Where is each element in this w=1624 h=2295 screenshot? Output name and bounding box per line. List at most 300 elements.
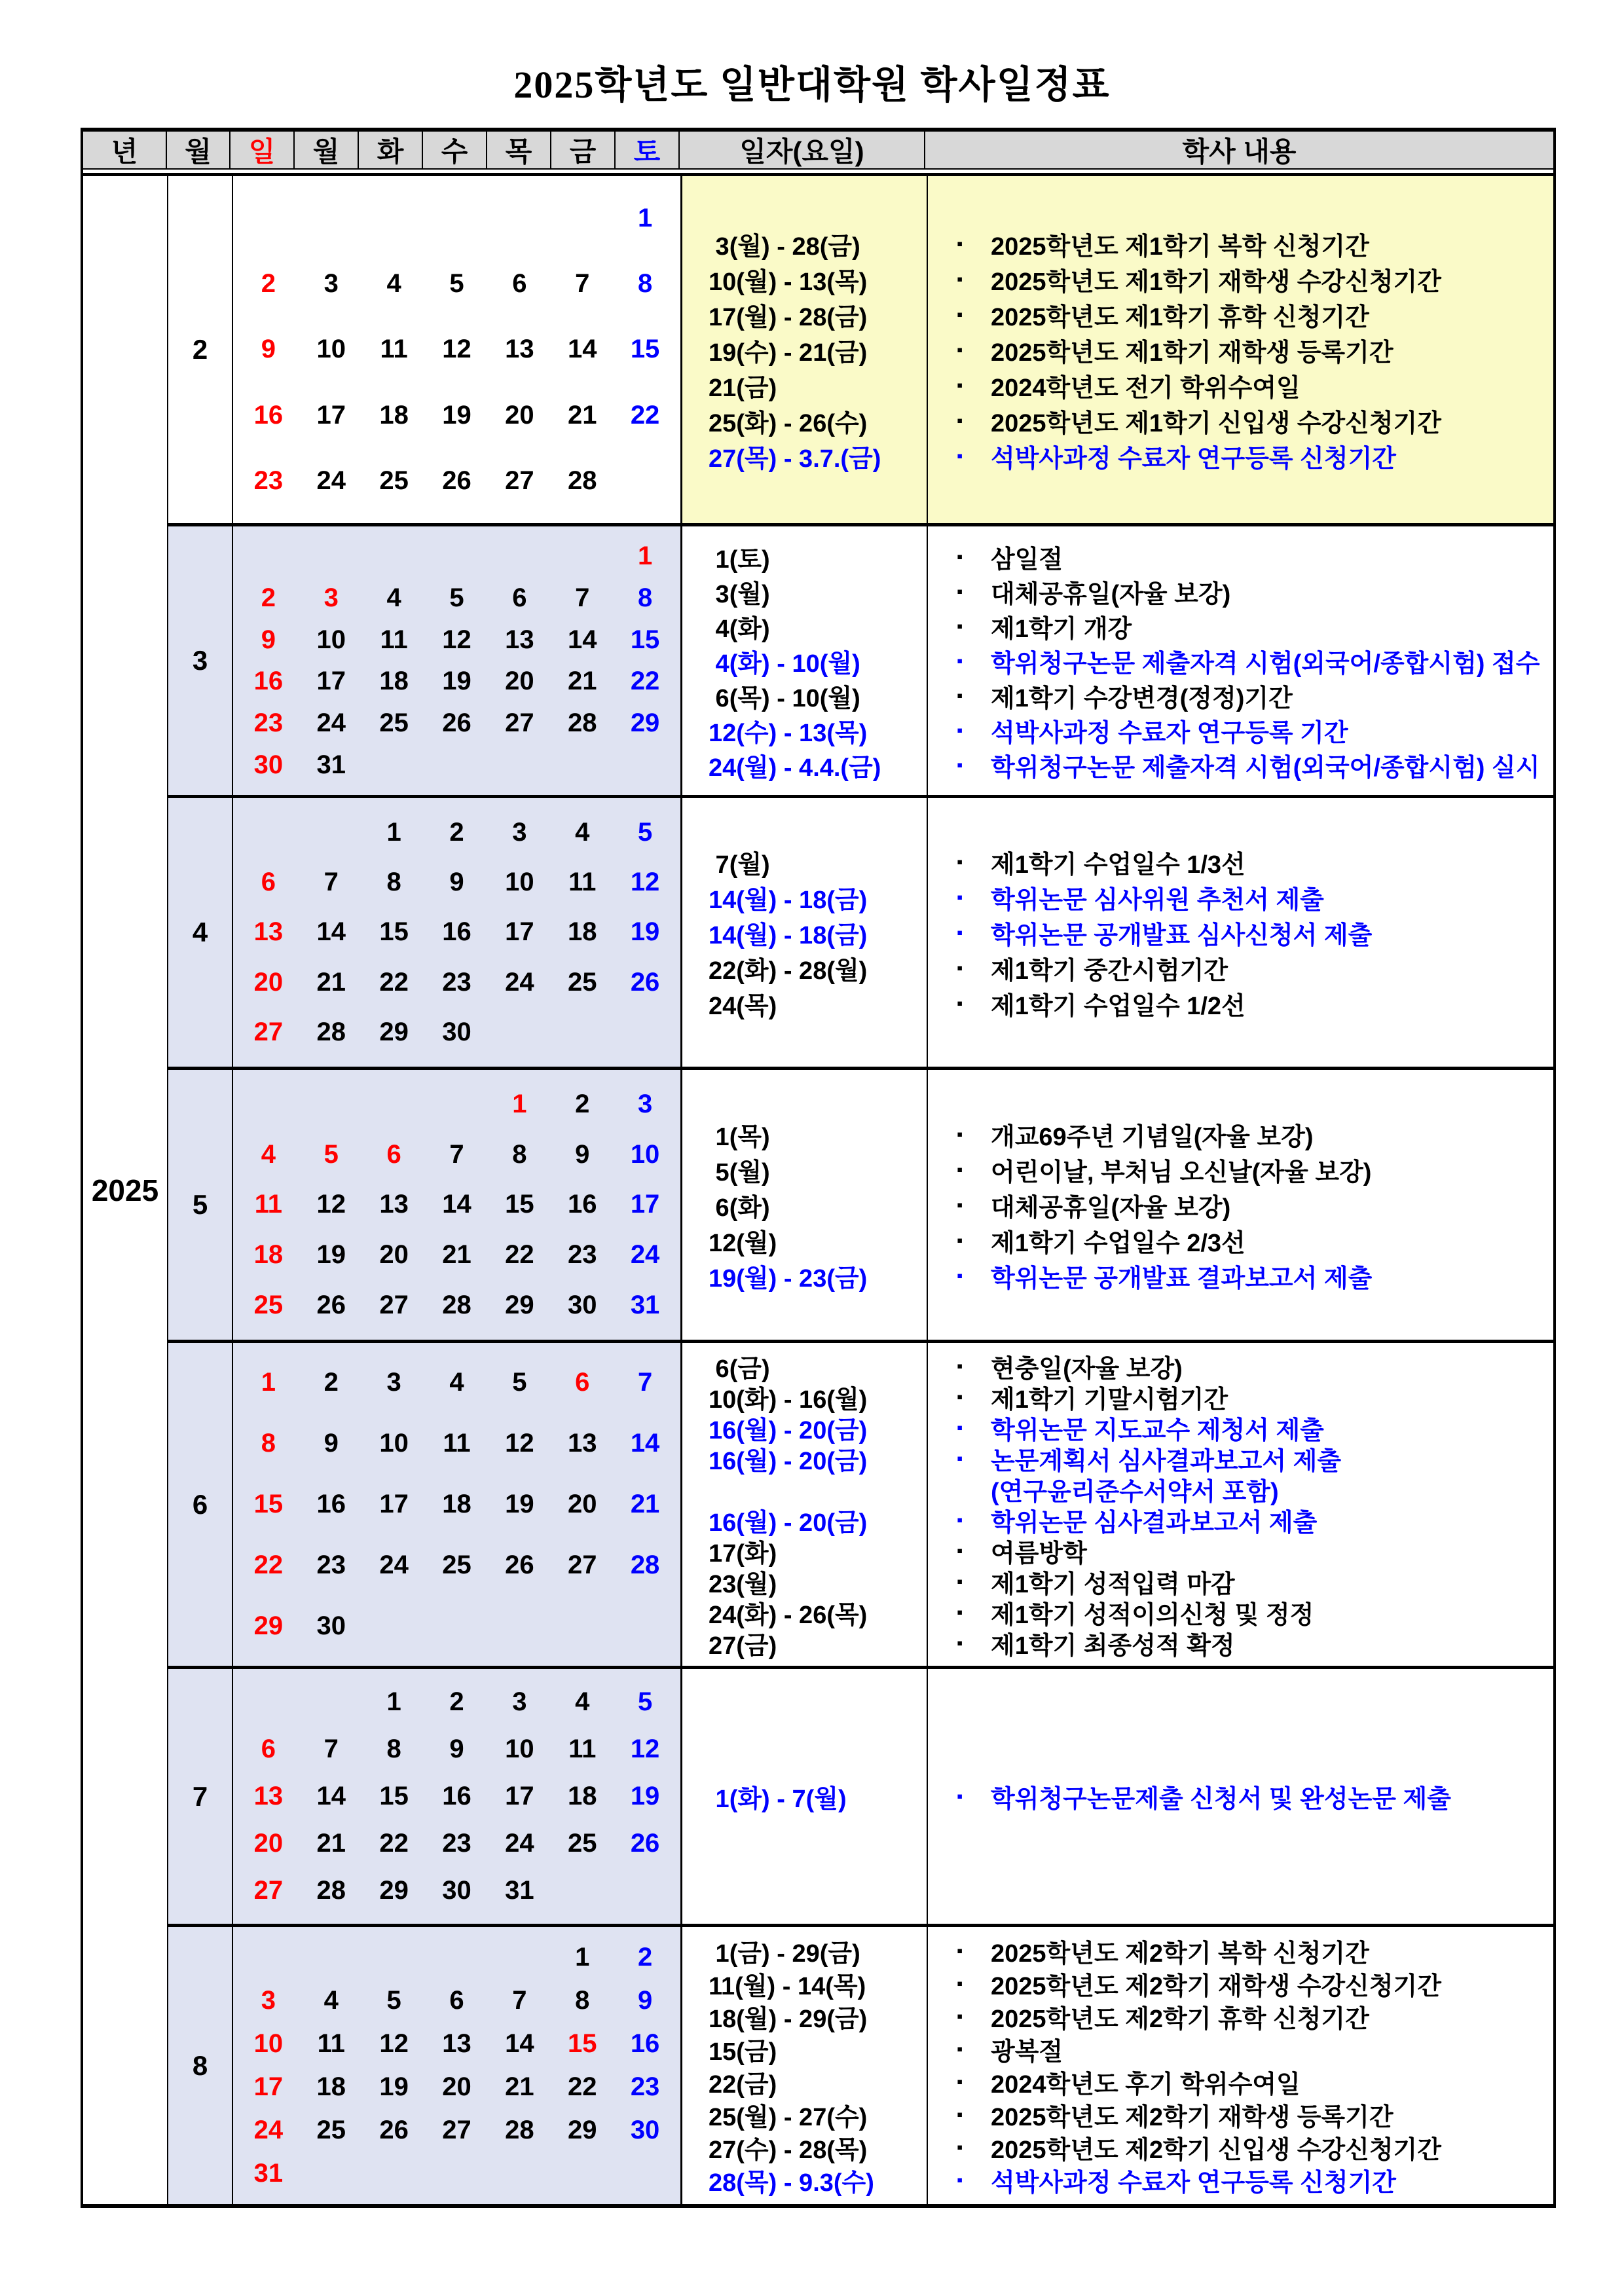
day-number: 6 xyxy=(575,1368,590,1397)
month-section-5 xyxy=(168,1067,1553,1340)
day-number: 27 xyxy=(505,708,534,737)
event-text: 2025학년도 제1학기 휴학 신청기간 xyxy=(991,303,1369,331)
day-number: 23 xyxy=(442,1829,471,1858)
event-line xyxy=(957,2099,1553,2131)
day-number: 3 xyxy=(386,1368,401,1397)
event-line xyxy=(957,1597,1553,1628)
month-label: 7 xyxy=(168,1669,233,1924)
day-number: 27 xyxy=(253,1018,284,1047)
day-number: 18 xyxy=(567,917,597,947)
header-separator xyxy=(83,170,1553,176)
event-line xyxy=(957,1222,1553,1258)
date-range: 1(목) xyxy=(709,1123,770,1151)
day-number: 21 xyxy=(567,400,597,430)
day-number: 30 xyxy=(253,750,284,779)
day-number: 18 xyxy=(442,1490,471,1518)
event-text: 제1학기 성적입력 마감 xyxy=(991,1570,1235,1598)
day-number: 10 xyxy=(505,868,534,897)
event-text: 학위논문 심사위원 추천서 제출 xyxy=(991,886,1324,914)
day-number: 20 xyxy=(505,400,534,430)
day-number: 24 xyxy=(316,466,346,496)
date-range: 6(금) xyxy=(709,1355,770,1383)
day-number: 30 xyxy=(567,1291,597,1320)
event-line xyxy=(957,1152,1553,1187)
bullet-icon: ▪ xyxy=(957,1448,963,1468)
event-line xyxy=(957,1968,1553,2000)
day-number: 10 xyxy=(316,625,346,654)
day-number: 19 xyxy=(442,667,471,696)
day-number: 11 xyxy=(317,2029,345,2059)
day-number: 29 xyxy=(379,1876,409,1905)
day-number: 12 xyxy=(442,335,471,364)
day-number: 25 xyxy=(379,708,409,737)
day-number: 4 xyxy=(386,583,401,612)
event-text: 학위논문 공개발표 심사신청서 제출 xyxy=(991,921,1373,949)
day-number: 15 xyxy=(505,1190,534,1219)
event-line xyxy=(957,1258,1553,1293)
event-text: 학위청구논문제출 신청서 및 완성논문 제출 xyxy=(991,1786,1451,1813)
bullet-icon: ▪ xyxy=(957,1194,963,1215)
event-line xyxy=(957,985,1553,1021)
event-line xyxy=(957,1351,1553,1382)
day-number: 30 xyxy=(442,1876,471,1905)
calendar-grid xyxy=(233,1669,682,1924)
day-number: 5 xyxy=(637,817,653,847)
day-number: 4 xyxy=(261,1139,276,1169)
event-text: 제1학기 기말시험기간 xyxy=(991,1386,1228,1414)
month-section-8 xyxy=(168,1924,1553,2204)
day-number: 29 xyxy=(505,1291,534,1320)
day-number: 10 xyxy=(505,1734,534,1763)
date-range: 15(금) xyxy=(709,2038,777,2066)
day-number: 23 xyxy=(316,1551,346,1579)
event-line xyxy=(957,1566,1553,1597)
day-number: 23 xyxy=(253,708,284,737)
day-number: 8 xyxy=(637,583,653,612)
day-number: 28 xyxy=(567,466,597,496)
day-number: 7 xyxy=(637,1368,653,1397)
day-number: 14 xyxy=(630,1429,660,1458)
event-text: 2025학년도 제1학기 복학 신청기간 xyxy=(991,232,1369,261)
header-year: 년 xyxy=(83,132,167,168)
bullet-icon: ▪ xyxy=(957,1941,963,1960)
event-text: 2025학년도 제2학기 재학생 등록기간 xyxy=(991,2104,1393,2131)
date-range: 18(월) - 29(금) xyxy=(709,2006,868,2033)
day-number: 3 xyxy=(323,583,339,612)
date-range: 16(월) - 20(금) xyxy=(709,1509,868,1537)
event-line xyxy=(957,1779,1553,1814)
day-number: 24 xyxy=(505,967,534,997)
day-number: 10 xyxy=(630,1139,660,1169)
day-number: 18 xyxy=(379,667,409,696)
date-range xyxy=(709,1474,927,1505)
date-range: 16(월) - 20(금) xyxy=(709,1416,868,1444)
header-thursday: 목 xyxy=(487,132,551,168)
table-header xyxy=(83,128,1553,170)
day-number: 17 xyxy=(316,667,346,696)
bullet-icon: ▪ xyxy=(957,2170,963,2190)
day-number: 9 xyxy=(261,625,276,654)
day-number: 27 xyxy=(505,466,534,496)
day-number: 31 xyxy=(316,750,346,779)
month-label: 4 xyxy=(168,798,233,1067)
event-line xyxy=(957,1628,1553,1659)
event-text: 2024학년도 전기 학위수여일 xyxy=(991,374,1301,402)
day-number: 6 xyxy=(261,868,276,897)
day-number: 19 xyxy=(442,400,471,430)
day-number: 19 xyxy=(630,917,660,947)
day-number: 18 xyxy=(379,400,409,430)
event-text: 어린이날, 부처님 오신날(자율 보강) xyxy=(991,1158,1372,1186)
event-text: 논문계획서 심사결과보고서 제출 xyxy=(991,1447,1342,1475)
day-number: 28 xyxy=(567,708,597,737)
bullet-icon: ▪ xyxy=(957,922,963,942)
day-number: 22 xyxy=(630,400,660,430)
date-range: 1(토) xyxy=(709,545,770,574)
bullet-icon: ▪ xyxy=(957,304,963,324)
day-number: 17 xyxy=(505,917,534,947)
day-number: 3 xyxy=(323,269,339,299)
event-line xyxy=(957,540,1553,574)
event-text: 광복절 xyxy=(991,2038,1063,2066)
bullet-icon: ▪ xyxy=(957,685,963,705)
bullet-icon: ▪ xyxy=(957,1417,963,1437)
date-range: 27(목) - 3.7.(금) xyxy=(709,445,881,473)
bullet-icon: ▪ xyxy=(957,268,963,289)
day-number: 14 xyxy=(505,2029,534,2059)
event-line xyxy=(957,438,1553,473)
content-column xyxy=(928,798,1553,1067)
event-text: 대체공휴일(자율 보강) xyxy=(991,1194,1231,1222)
bullet-icon: ▪ xyxy=(957,1786,963,1806)
event-text: 제1학기 중간시험기간 xyxy=(991,957,1228,985)
event-text: 삼일절 xyxy=(991,545,1063,574)
day-number: 12 xyxy=(630,868,660,897)
event-text: 2025학년도 제2학기 복학 신청기간 xyxy=(991,1940,1369,1968)
day-number: 25 xyxy=(567,1829,597,1858)
day-number: 11 xyxy=(380,625,408,654)
day-number: 26 xyxy=(630,1829,660,1858)
date-range: 21(금) xyxy=(709,374,777,402)
event-text: 2024학년도 후기 학위수여일 xyxy=(991,2071,1301,2099)
day-number: 10 xyxy=(253,2029,284,2059)
header-saturday: 토 xyxy=(616,132,680,168)
day-number: 8 xyxy=(637,269,653,299)
day-number: 17 xyxy=(505,1781,534,1810)
event-line xyxy=(957,1187,1553,1222)
day-number: 16 xyxy=(567,1190,597,1219)
bullet-icon: ▪ xyxy=(957,1974,963,1993)
header-date-col: 일자(요일) xyxy=(680,132,925,168)
day-number: 15 xyxy=(379,917,409,947)
day-number: 19 xyxy=(379,2072,409,2101)
day-number: 29 xyxy=(379,1018,409,1047)
event-line xyxy=(957,367,1553,403)
event-text: 석박사과정 수료자 연구등록 기간 xyxy=(991,719,1348,747)
date-range: 1(화) - 7(월) xyxy=(709,1786,847,1813)
day-number: 12 xyxy=(316,1190,346,1219)
day-number: 7 xyxy=(575,583,590,612)
event-line xyxy=(957,1412,1553,1443)
calendar-grid xyxy=(233,1070,682,1340)
date-column xyxy=(682,526,928,795)
event-text: 석박사과정 수료자 연구등록 신청기간 xyxy=(991,445,1397,473)
month-section-3 xyxy=(168,523,1553,795)
date-range: 10(화) - 16(월) xyxy=(709,1386,868,1414)
header-wednesday: 수 xyxy=(423,132,487,168)
bullet-icon: ▪ xyxy=(957,650,963,670)
bullet-icon: ▪ xyxy=(957,993,963,1013)
day-number: 25 xyxy=(253,1291,284,1320)
event-text: 현충일(자율 보강) xyxy=(991,1355,1183,1383)
event-line xyxy=(957,2164,1553,2197)
day-number: 4 xyxy=(323,1986,339,2015)
day-number: 20 xyxy=(379,1240,409,1270)
month-label: 8 xyxy=(168,1927,233,2204)
day-number: 24 xyxy=(253,2115,284,2144)
date-range: 12(월) xyxy=(709,1229,777,1257)
day-number: 17 xyxy=(253,2072,284,2101)
content-column xyxy=(928,1669,1553,1924)
day-number: 28 xyxy=(442,1291,471,1320)
day-number: 13 xyxy=(253,917,284,947)
day-number: 16 xyxy=(442,917,471,947)
content-column xyxy=(928,1343,1553,1666)
date-range: 6(화) xyxy=(709,1194,770,1222)
content-column xyxy=(928,176,1553,523)
day-number: 20 xyxy=(567,1490,597,1518)
day-number: 15 xyxy=(567,2029,597,2059)
month-section-7 xyxy=(168,1666,1553,1924)
day-number: 15 xyxy=(253,1490,284,1518)
bullet-icon: ▪ xyxy=(957,1632,963,1653)
day-number: 22 xyxy=(630,667,660,696)
day-number: 17 xyxy=(316,400,346,430)
day-number: 21 xyxy=(505,2072,534,2101)
bullet-icon: ▪ xyxy=(957,1355,963,1376)
month-label: 2 xyxy=(168,176,233,523)
date-range: 6(목) - 10(월) xyxy=(709,684,860,712)
date-range: 23(월) xyxy=(709,1570,777,1598)
event-line xyxy=(957,403,1553,438)
event-text: 석박사과정 수료자 연구등록 신청기간 xyxy=(991,2169,1397,2197)
event-line xyxy=(957,297,1553,332)
day-number: 19 xyxy=(316,1240,346,1270)
day-number: 30 xyxy=(316,1611,346,1640)
day-number: 27 xyxy=(253,1876,284,1905)
day-number: 28 xyxy=(505,2115,534,2144)
day-number: 20 xyxy=(505,667,534,696)
day-number: 8 xyxy=(575,1986,590,2015)
event-text: 학위논문 공개발표 결과보고서 제출 xyxy=(991,1264,1373,1293)
event-line xyxy=(957,678,1553,713)
day-number: 1 xyxy=(637,542,653,571)
day-number: 29 xyxy=(630,708,660,737)
date-range: 12(수) - 13(목) xyxy=(709,719,868,747)
month-sections xyxy=(168,176,1553,2204)
bullet-icon: ▪ xyxy=(957,720,963,740)
day-number: 1 xyxy=(575,1943,590,1972)
day-number: 26 xyxy=(505,1551,534,1579)
header-sunday: 일 xyxy=(231,132,295,168)
event-text: 2025학년도 제1학기 재학생 수강신청기간 xyxy=(991,268,1441,296)
day-number: 13 xyxy=(442,2029,471,2059)
date-range: 17(월) - 28(금) xyxy=(709,303,868,331)
day-number: 5 xyxy=(449,583,464,612)
day-number: 9 xyxy=(449,1734,464,1763)
day-number: 17 xyxy=(630,1190,660,1219)
day-number: 1 xyxy=(386,1687,401,1716)
month-label: 6 xyxy=(168,1343,233,1666)
day-number: 14 xyxy=(567,335,597,364)
event-text: 제1학기 수업일수 2/3선 xyxy=(991,1229,1246,1257)
event-line xyxy=(957,2000,1553,2033)
event-text: 제1학기 최종성적 확정 xyxy=(991,1632,1235,1660)
bullet-icon: ▪ xyxy=(957,1124,963,1144)
day-number: 27 xyxy=(379,1291,409,1320)
day-number: 31 xyxy=(630,1291,660,1320)
date-range: 25(화) - 26(수) xyxy=(709,409,868,437)
bullet-icon: ▪ xyxy=(957,1571,963,1591)
event-line xyxy=(957,574,1553,609)
day-number: 26 xyxy=(630,967,660,997)
bullet-icon: ▪ xyxy=(957,445,963,466)
day-number: 19 xyxy=(505,1490,534,1518)
event-text: 개교69주년 기념일(자율 보강) xyxy=(991,1123,1314,1151)
day-number: 4 xyxy=(386,269,401,299)
event-text: 제1학기 개강 xyxy=(991,615,1132,643)
day-number: 1 xyxy=(637,203,653,232)
header-content-col: 학사 내용 xyxy=(1182,136,1297,167)
day-number: 22 xyxy=(567,2072,597,2101)
date-range: 24(월) - 4.4.(금) xyxy=(709,754,881,782)
header-month: 월 xyxy=(167,132,231,168)
day-number: 2 xyxy=(449,817,464,847)
event-text: 제1학기 수업일수 1/2선 xyxy=(991,992,1246,1020)
bullet-icon: ▪ xyxy=(957,887,963,907)
day-number: 2 xyxy=(637,1943,653,1972)
date-range: 3(월) xyxy=(709,580,770,608)
day-number: 5 xyxy=(637,1687,653,1716)
day-number: 26 xyxy=(316,1291,346,1320)
day-number: 24 xyxy=(630,1240,660,1270)
day-number: 7 xyxy=(449,1139,464,1169)
date-range: 16(월) - 20(금) xyxy=(709,1447,868,1475)
day-number: 22 xyxy=(379,967,409,997)
calendar-grid xyxy=(233,798,682,1067)
day-number: 2 xyxy=(261,269,276,299)
day-number: 12 xyxy=(505,1429,534,1458)
bullet-icon: ▪ xyxy=(957,1159,963,1179)
date-column xyxy=(682,1927,928,2204)
date-range: 17(화) xyxy=(709,1539,777,1568)
bullet-icon: ▪ xyxy=(957,1540,963,1560)
day-number: 28 xyxy=(316,1876,346,1905)
day-number: 14 xyxy=(567,625,597,654)
day-number: 11 xyxy=(568,868,597,897)
month-label: 5 xyxy=(168,1070,233,1340)
event-text: 학위청구논문 제출자격 시험(외국어/종합시험) 실시 xyxy=(991,754,1540,782)
day-number: 15 xyxy=(630,335,660,364)
date-range: 27(수) - 28(목) xyxy=(709,2137,868,2164)
day-number: 23 xyxy=(630,2072,660,2101)
day-number: 27 xyxy=(442,2115,471,2144)
day-number: 2 xyxy=(449,1687,464,1716)
date-range: 1(금) - 29(금) xyxy=(709,1940,860,1968)
date-range: 11(월) - 14(목) xyxy=(709,1973,866,2000)
day-number: 13 xyxy=(567,1429,597,1458)
event-line xyxy=(957,226,1553,261)
day-number: 14 xyxy=(316,917,346,947)
day-number: 12 xyxy=(442,625,471,654)
date-range: 19(월) - 23(금) xyxy=(709,1264,868,1293)
day-number: 22 xyxy=(379,1829,409,1858)
day-number: 26 xyxy=(442,708,471,737)
day-number: 5 xyxy=(386,1986,401,2015)
day-number: 29 xyxy=(253,1611,284,1640)
date-range: 14(월) - 18(금) xyxy=(709,921,868,949)
bullet-icon: ▪ xyxy=(957,754,963,775)
day-number: 5 xyxy=(323,1139,339,1169)
event-line xyxy=(957,879,1553,915)
day-number: 8 xyxy=(512,1139,527,1169)
day-number: 5 xyxy=(512,1368,527,1397)
day-number: 10 xyxy=(316,335,346,364)
day-number: 9 xyxy=(637,1986,653,2015)
event-text: 제1학기 수업일수 1/3선 xyxy=(991,851,1246,879)
bullet-icon: ▪ xyxy=(957,375,963,395)
event-text: 제1학기 성적이의신청 및 정정 xyxy=(991,1601,1314,1629)
day-number: 20 xyxy=(442,2072,471,2101)
day-number: 31 xyxy=(253,2158,284,2188)
day-number: 3 xyxy=(512,817,527,847)
day-number: 23 xyxy=(567,1240,597,1270)
day-number: 12 xyxy=(379,2029,409,2059)
event-text: 2025학년도 제2학기 재학생 수강신청기간 xyxy=(991,1973,1441,2000)
event-line xyxy=(957,915,1553,950)
event-line xyxy=(957,261,1553,297)
day-number: 9 xyxy=(449,868,464,897)
day-number: 11 xyxy=(568,1734,597,1763)
day-number: 6 xyxy=(261,1734,276,1763)
date-range: 5(월) xyxy=(709,1158,770,1186)
month-label: 3 xyxy=(168,526,233,795)
bullet-icon: ▪ xyxy=(957,2039,963,2059)
day-number: 21 xyxy=(567,667,597,696)
day-number: 23 xyxy=(442,967,471,997)
day-number: 16 xyxy=(630,2029,660,2059)
day-number: 31 xyxy=(505,1876,534,1905)
event-line xyxy=(957,332,1553,367)
content-column xyxy=(928,1070,1553,1340)
calendar-table xyxy=(81,128,1556,2208)
day-number: 17 xyxy=(379,1490,409,1518)
event-text: 여름방학 xyxy=(991,1539,1087,1568)
event-line xyxy=(957,1382,1553,1412)
bullet-icon: ▪ xyxy=(957,851,963,872)
date-range: 24(목) xyxy=(709,992,777,1020)
date-column xyxy=(682,798,928,1067)
day-number: 23 xyxy=(253,466,284,496)
date-range: 28(목) - 9.3(수) xyxy=(709,2169,874,2197)
day-number: 3 xyxy=(261,1986,276,2015)
event-line xyxy=(957,748,1553,782)
event-line xyxy=(957,644,1553,678)
header-friday: 금 xyxy=(551,132,616,168)
day-number: 11 xyxy=(380,335,408,364)
bullet-icon: ▪ xyxy=(957,2006,963,2026)
day-number: 16 xyxy=(442,1781,471,1810)
